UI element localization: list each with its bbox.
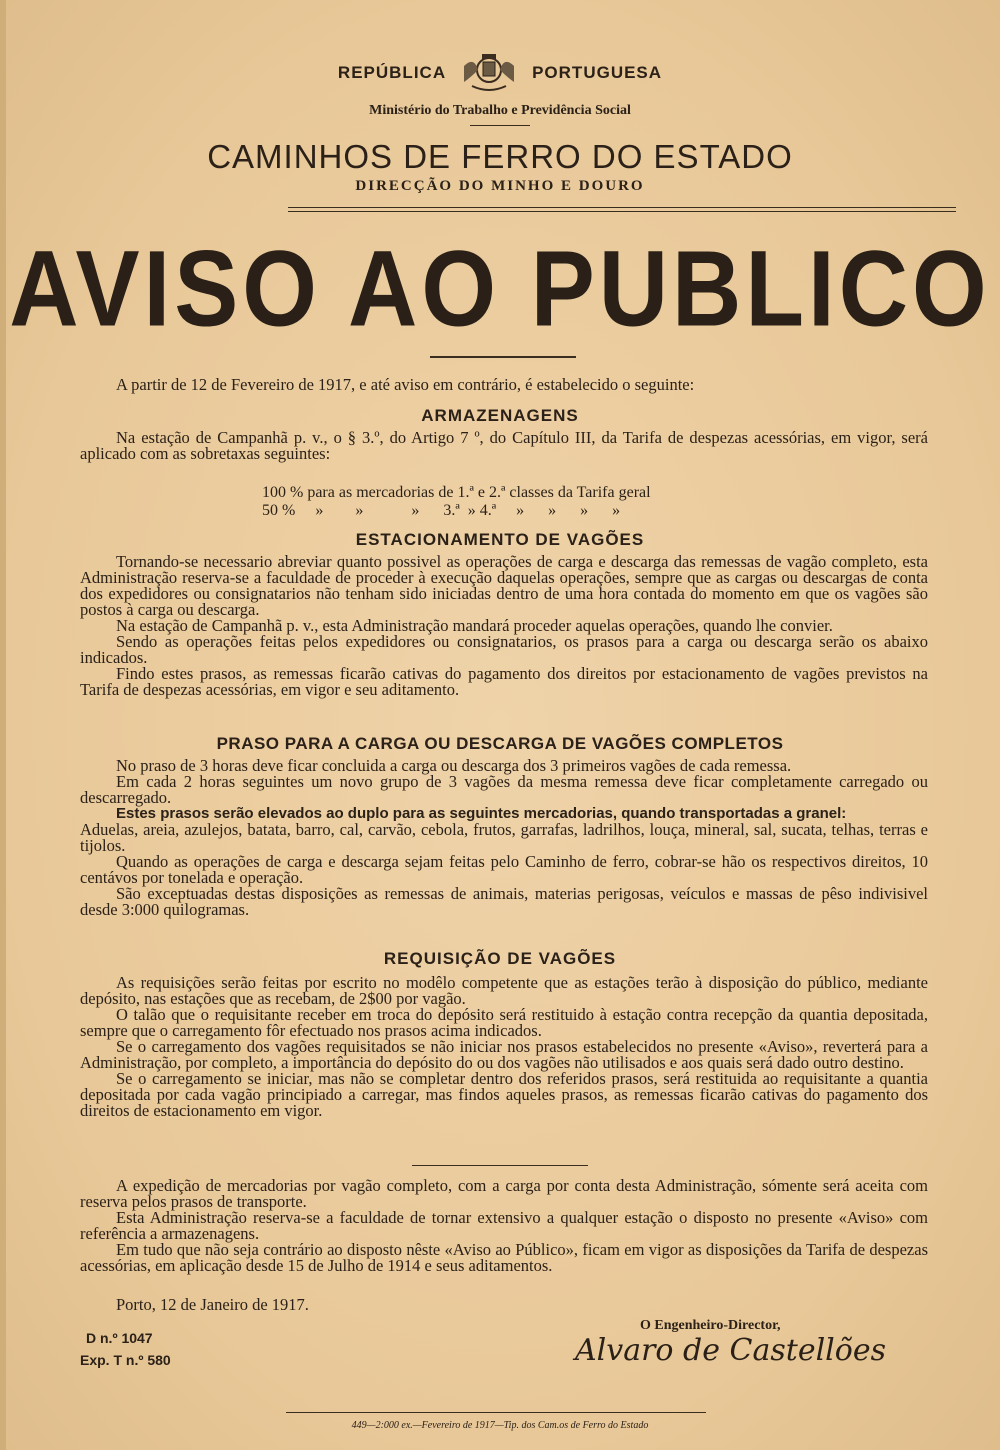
rate-line-2: 50 % » » » 3.ª » 4.ª » » » » [262,502,621,519]
section-estacionamento: ESTACIONAMENTO DE VAGÕES [355,530,645,549]
rule-title [430,356,576,358]
requisicao-p2: O talão que o requisitante receber em troca do depósito será restituido à estação contra recepção da quantia depositada, sempre que o carregamento fôr efectuado nos prasos acima indicados. [80,1005,928,1040]
signature: Alvaro de Castellões [575,1333,886,1368]
praso-p5: São exceptuadas destas disposições as remessas de animais, materias perigosas, veículos e massas de pêso indivisivel desde 3:000 quilogramas. [80,884,928,919]
rate-line-1: 100 % para as mercadorias de 1.ª e 2.ª classes da Tarifa geral [262,484,651,501]
praso-p3-list: Aduelas, areia, azulejos, batata, barro, cal, carvão, cebola, frutos, garrafas, ladrilhos, louça, mineral, sal, sucata, telhas, terras e tijolos. [80,820,928,855]
section-praso: PRASO PARA A CARGA OU DESCARGA DE VAGÕES COMPLETOS [216,734,784,753]
intro-paragraph: A partir de 12 de Fevereiro de 1917, e até aviso em contrário, é estabelecido o seguinte: [116,375,695,394]
requisicao-p4: Se o carregamento se iniciar, mas não se completar dentro dos referidos prasos, será restituida ao requisitante a quantia depositada por cada vagão principiado a carregar, mas findos aqueles prasos, as remessas ficarão cativas do pagamento dos direitos de estacionamento em vigor. [80,1069,928,1120]
signer-title: O Engenheiro-Director, [640,1318,781,1333]
estacionamento-p2: Na estação de Campanhã p. v., esta Administração mandará proceder aquelas operações, quando lhe convier. [116,616,833,635]
republica-left: REPÚBLICA [337,63,447,82]
section-armazenagens: ARMAZENAGENS [421,406,579,425]
praso-p2: Em cada 2 horas seguintes um novo grupo de 3 vagões da mesma remessa deve ficar completamente carregado ou descarregado. [80,772,928,807]
page-title: AVISO AO PUBLICO [9,229,991,349]
estacionamento-p1: Tornando-se necessario abreviar quanto possivel as operações de carga e descarga das remessas de vagão completo, esta Administração reserva-se a faculdade de proceder à execução daquelas operações, sempre que as cargas ou descargas de conta dos expedidores ou consignatarios não tenham sido iniciadas dentro de uma hora contada do momento em que os vagões são postos à carga ou descarga. [80,552,928,619]
praso-p3-bold: Estes prasos serão elevados ao duplo para as seguintes mercadorias, quando transportadas a granel: [116,805,847,822]
coat-of-arms-icon [460,52,518,94]
place-date: Porto, 12 de Janeiro de 1917. [116,1295,309,1314]
printer-line: 449—2:000 ex.—Fevereiro de 1917—Tip. dos Cam.os de Ferro do Estado [351,1420,649,1431]
estacionamento-text [80,554,928,698]
rule-header-1 [288,207,956,208]
estacionamento-p4: Findo estes prasos, as remessas ficarão cativas do pagamento dos direitos por estacionamento de vagões previstos na Tarifa de despezas acessórias, em vigor e seu aditamento. [80,664,928,699]
reference-d: D n.º 1047 [86,1330,153,1346]
requisicao-p3: Se o carregamento dos vagões requisitados se não iniciar nos prasos estabelecidos no presente «Aviso», reverterá para a Administração, por completo, a importância do depósito do ou dos vagões não utilisados e aos quais será dado outro destino. [80,1037,928,1072]
rule-header-2 [288,211,956,212]
paper-edge [0,0,6,1450]
section-requisicao: REQUISIÇÃO DE VAGÕES [383,949,617,968]
requisicao-text [80,975,928,1119]
ministry-line: Ministério do Trabalho e Previdência Social [369,103,631,118]
final-p1: A expedição de mercadorias por vagão completo, com a carga por conta desta Administração, sómente será aceita com reserva pelos prasos de transporte. [80,1176,928,1211]
praso-p4: Quando as operações de carga e descarga sejam feitas pelo Caminho de ferro, cobrar-se hão os respectivos direitos, 10 centávos por tonelada e operação. [80,852,928,887]
reference-exp: Exp. T n.º 580 [80,1352,171,1368]
final-p3: Em tudo que não seja contrário ao disposto nêste «Aviso ao Público», ficam em vigor as disposições da Tarifa de despezas acessórias, em aplicação desde 15 de Julho de 1914 e seus aditamentos. [80,1240,928,1275]
intro-text [80,377,928,393]
praso-text [80,758,928,918]
republica-right: PORTUGUESA [532,63,663,82]
direction-name: DIRECÇÃO DO MINHO E DOURO [355,178,645,194]
final-text [80,1178,928,1274]
estacionamento-p3: Sendo as operações feitas pelos expedidores ou consignatarios, os prasos para a carga ou descarga serão os abaixo indicados. [80,632,928,667]
rule-printer [286,1412,706,1413]
final-p2: Esta Administração reserva-se a faculdade de tornar extensivo a qualquer estação o disposto no presente «Aviso» com referência a armazenagens. [80,1208,928,1243]
praso-p1: No praso de 3 horas deve ficar concluida a carga ou descarga dos 3 primeiros vagões de cada remessa. [116,756,792,775]
rule-ministry [470,125,530,126]
armazenagens-text [80,430,928,462]
requisicao-p1: As requisições serão feitas por escrito no modêlo competente que as estações terão à disposição do público, mediante depósito, nas estações que as recebam, de 2$00 por vagão. [80,973,928,1008]
republic-header [0,52,1000,94]
railway-name: CAMINHOS DE FERRO DO ESTADO [207,138,793,175]
armazenagens-paragraph: Na estação de Campanhã p. v., o § 3.º, do Artigo 7 º, do Capítulo III, da Tarifa de despezas acessórias, em vigor, será aplicado com as sobretaxas seguintes: [80,428,928,463]
rule-final [412,1165,588,1166]
